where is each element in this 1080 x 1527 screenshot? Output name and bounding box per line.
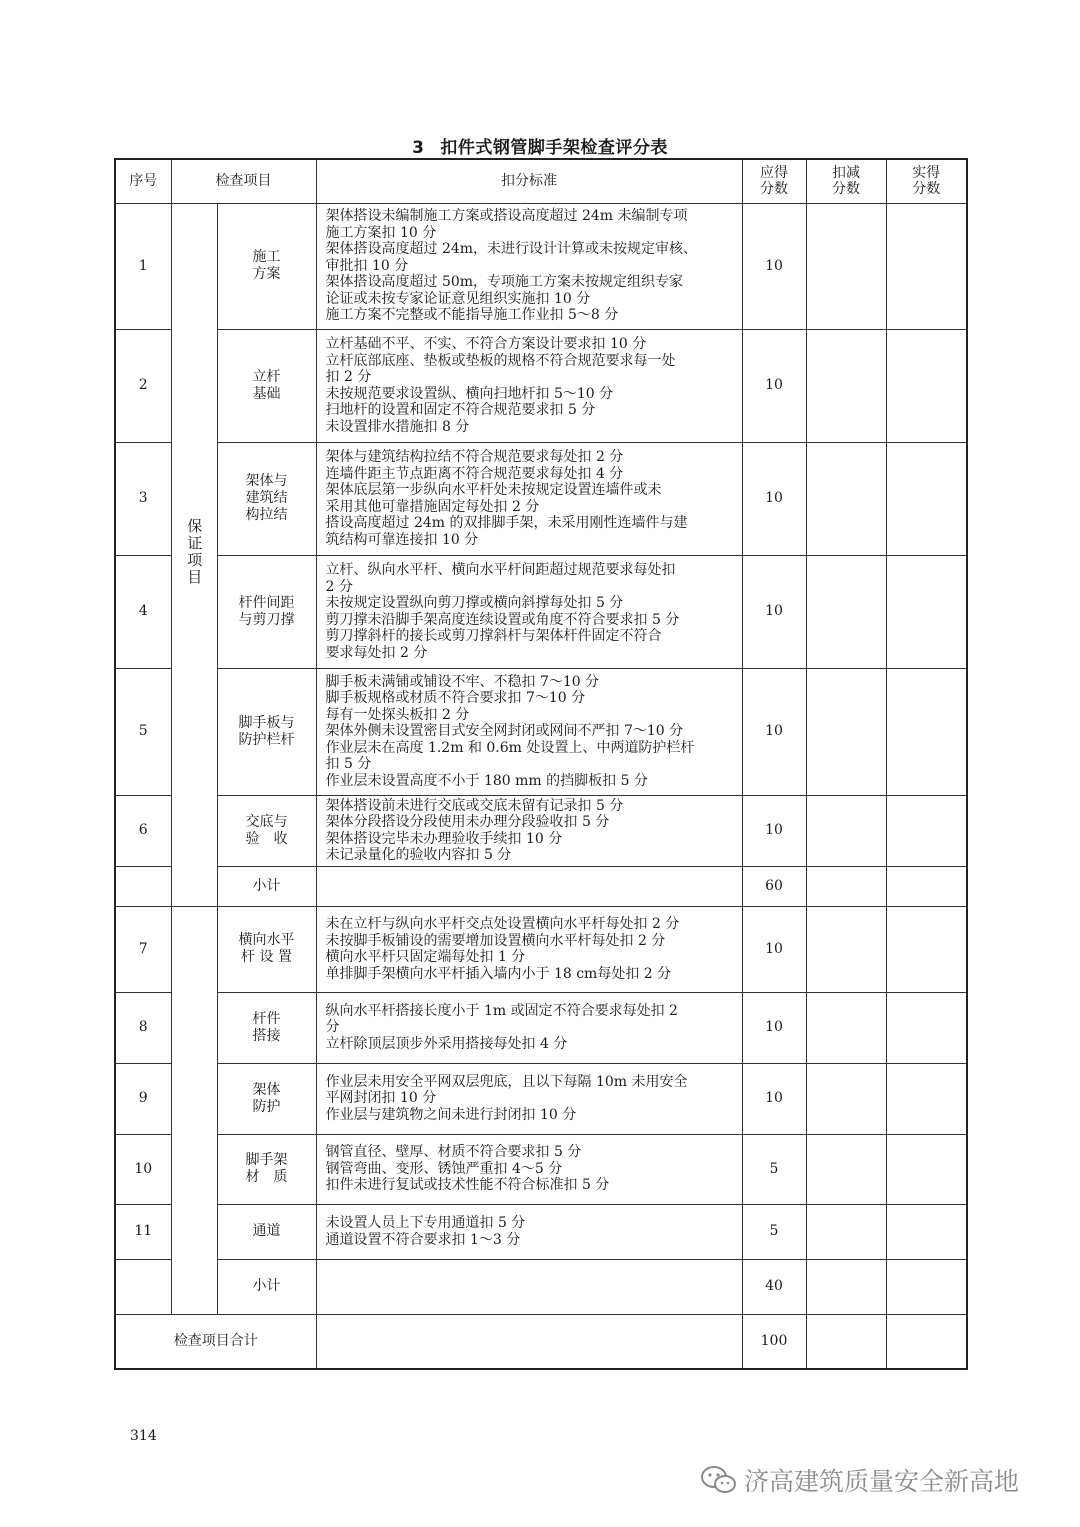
deduction-criteria: 纵向水平杆搭接长度小于 1m 或固定不符合要求每处扣 2 分 立杆除顶层顶步外采用搭接每处扣 4 分 (316, 992, 742, 1063)
check-item: 脚手架 材 质 (217, 1134, 316, 1204)
table-row (115, 668, 967, 795)
table-row (115, 906, 967, 992)
table-row (115, 1134, 967, 1204)
score-deduct-cell[interactable] (806, 795, 886, 866)
check-item: 脚手板与 防护栏杆 (217, 668, 316, 795)
row-number: 10 (115, 1134, 171, 1204)
row-number: 2 (115, 329, 171, 442)
table-row (115, 1063, 967, 1134)
score-actual-cell[interactable] (886, 992, 967, 1063)
score-due: 10 (742, 203, 806, 329)
score-actual-cell[interactable] (886, 1063, 967, 1134)
score-actual-cell[interactable] (886, 1259, 967, 1314)
score-deduct-cell[interactable] (806, 1134, 886, 1204)
score-actual-cell[interactable] (886, 906, 967, 992)
score-deduct-cell[interactable] (806, 906, 886, 992)
check-item: 横向水平 杆 设 置 (217, 906, 316, 992)
empty-criteria-cell (316, 866, 742, 906)
score-actual-cell[interactable] (886, 555, 967, 668)
title-text: 扣件式钢管脚手架检查评分表 (440, 138, 668, 158)
score-deduct-cell[interactable] (806, 866, 886, 906)
score-deduct-cell[interactable] (806, 1063, 886, 1134)
empty-cell (115, 1259, 171, 1314)
score-actual-cell[interactable] (886, 329, 967, 442)
deduction-criteria: 作业层未用安全平网双层兜底，且以下每隔 10m 未用安全 平网封闭扣 10 分 作业层与建筑物之间未进行封闭扣 10 分 (316, 1063, 742, 1134)
subtotal-score: 60 (742, 866, 806, 906)
header-row (115, 159, 967, 203)
table-row (115, 203, 967, 329)
score-deduct-cell[interactable] (806, 1259, 886, 1314)
score-deduct-cell[interactable] (806, 668, 886, 795)
table-row (115, 795, 967, 866)
deduction-criteria: 钢管直径、壁厚、材质不符合要求扣 5 分 钢管弯曲、变形、锈蚀严重扣 4～5 分 扣件未进行复试或技术性能不符合标准扣 5 分 (316, 1134, 742, 1204)
score-deduct-cell[interactable] (806, 203, 886, 329)
document-title (0, 133, 1080, 158)
header-score-deduct: 扣减 分数 (806, 159, 886, 203)
score-actual-cell[interactable] (886, 668, 967, 795)
score-deduct-cell[interactable] (806, 1314, 886, 1369)
watermark-text: 济高建筑质量安全新高地 (744, 1467, 1020, 1496)
table-row (115, 442, 967, 555)
header-seq: 序号 (115, 159, 171, 203)
score-actual-cell[interactable] (886, 1204, 967, 1259)
table-row (115, 555, 967, 668)
deduction-criteria: 架体搭设前未进行交底或交底未留有记录扣 5 分 架体分段搭设分段使用未办理分段验收扣 5 分 架体搭设完毕未办理验收手续扣 10 分 未记录量化的验收内容扣 5 分 (316, 795, 742, 866)
deduction-criteria: 架体搭设未编制施工方案或搭设高度超过 24m 未编制专项 施工方案扣 10 分 架体搭设高度超过 24m，未进行设计计算或未按规定审核、 审批扣 10 分 架体搭设高度超过 50m，专项施工方案未按规定组织专家 论证或未按专家论证意见组织实施扣 10 分 施工方案不完整或不能指导施工作业扣 5～8 分 (316, 203, 742, 329)
row-number: 5 (115, 668, 171, 795)
table-row (115, 329, 967, 442)
score-due: 10 (742, 1063, 806, 1134)
row-number: 8 (115, 992, 171, 1063)
header-score-actual: 实得 分数 (886, 159, 967, 203)
page-number: 314 (130, 1428, 157, 1444)
check-item: 架体与 建筑结 构拉结 (217, 442, 316, 555)
total-row (115, 1314, 967, 1369)
score-due: 5 (742, 1134, 806, 1204)
check-item: 架体 防护 (217, 1063, 316, 1134)
wechat-icon (700, 1465, 738, 1495)
score-actual-cell[interactable] (886, 442, 967, 555)
category-label: 保证项目 (185, 518, 204, 587)
check-item: 施工 方案 (217, 203, 316, 329)
row-number: 1 (115, 203, 171, 329)
score-due: 5 (742, 1204, 806, 1259)
deduction-criteria: 未设置人员上下专用通道扣 5 分 通道设置不符合要求扣 1～3 分 (316, 1204, 742, 1259)
guarantee-category (171, 203, 217, 906)
deduction-criteria: 立杆、纵向水平杆、横向水平杆间距超过规范要求每处扣 2 分 未按规定设置纵向剪刀撑或横向斜撑每处扣 5 分 剪刀撑未沿脚手架高度连续设置或角度不符合要求扣 5 分 剪刀撑斜杆的接长或剪刀撑斜杆与架体杆件固定不符合 要求每处扣 2 分 (316, 555, 742, 668)
deduction-criteria: 架体与建筑结构拉结不符合规范要求每处扣 2 分 连墙件距主节点距离不符合规范要求每处扣 4 分 架体底层第一步纵向水平杆处未按规定设置连墙件或未 采用其他可靠措施固定每处扣 2 分 搭设高度超过 24m 的双排脚手架，未采用刚性连墙件与建 筑结构可靠连接扣 10 分 (316, 442, 742, 555)
row-number: 6 (115, 795, 171, 866)
score-due: 10 (742, 795, 806, 866)
table-row (115, 1204, 967, 1259)
empty-criteria-cell (316, 1314, 742, 1369)
row-number: 3 (115, 442, 171, 555)
score-actual-cell[interactable] (886, 1134, 967, 1204)
deduction-criteria: 立杆基础不平、不实、不符合方案设计要求扣 10 分 立杆底部底座、垫板或垫板的规格不符合规范要求每一处 扣 2 分 未按规范要求设置纵、横向扫地杆扣 5～10 分 扫地杆的设置和固定不符合规范要求扣 5 分 未设置排水措施扣 8 分 (316, 329, 742, 442)
score-deduct-cell[interactable] (806, 1204, 886, 1259)
score-table (114, 158, 968, 1370)
total-score: 100 (742, 1314, 806, 1369)
subtotal-label: 小计 (217, 866, 316, 906)
empty-criteria-cell (316, 1259, 742, 1314)
subtotal-label: 小计 (217, 1259, 316, 1314)
score-actual-cell[interactable] (886, 866, 967, 906)
header-item: 检查项目 (171, 159, 316, 203)
check-item: 杆件间距 与剪刀撑 (217, 555, 316, 668)
check-item: 通道 (217, 1204, 316, 1259)
score-actual-cell[interactable] (886, 203, 967, 329)
table-row (115, 992, 967, 1063)
subtotal-row (115, 866, 967, 906)
header-criteria: 扣分标准 (316, 159, 742, 203)
score-actual-cell[interactable] (886, 795, 967, 866)
check-item: 交底与 验 收 (217, 795, 316, 866)
score-due: 10 (742, 329, 806, 442)
row-number: 9 (115, 1063, 171, 1134)
check-item: 杆件 搭接 (217, 992, 316, 1063)
general-category (171, 906, 217, 1314)
deduction-criteria: 脚手板未满铺或铺设不牢、不稳扣 7～10 分 脚手板规格或材质不符合要求扣 7～10 分 每有一处探头板扣 2 分 架体外侧未设置密目式安全网封闭或网间不严扣 7～10 分 作业层未在高度 1.2m 和 0.6m 处设置上、中两道防护栏杆 扣 5 分 作业层未设置高度不小于 180 mm 的挡脚板扣 5 分 (316, 668, 742, 795)
subtotal-row (115, 1259, 967, 1314)
score-deduct-cell[interactable] (806, 329, 886, 442)
check-item: 立杆 基础 (217, 329, 316, 442)
score-deduct-cell[interactable] (806, 992, 886, 1063)
score-deduct-cell[interactable] (806, 555, 886, 668)
total-label: 检查项目合计 (115, 1314, 316, 1369)
header-score-due: 应得 分数 (742, 159, 806, 203)
row-number: 11 (115, 1204, 171, 1259)
score-due: 10 (742, 442, 806, 555)
score-due: 10 (742, 992, 806, 1063)
empty-cell (115, 866, 171, 906)
score-due: 10 (742, 555, 806, 668)
deduction-criteria: 未在立杆与纵向水平杆交点处设置横向水平杆每处扣 2 分 未按脚手板铺设的需要增加设置横向水平杆每处扣 2 分 横向水平杆只固定端每处扣 1 分 单排脚手架横向水平杆插入墙内小于 18 cm每处扣 2 分 (316, 906, 742, 992)
row-number: 4 (115, 555, 171, 668)
score-actual-cell[interactable] (886, 1314, 967, 1369)
watermark (700, 1462, 1019, 1498)
subtotal-score: 40 (742, 1259, 806, 1314)
title-number: 3 (412, 138, 425, 158)
row-number: 7 (115, 906, 171, 992)
score-due: 10 (742, 906, 806, 992)
score-due: 10 (742, 668, 806, 795)
score-deduct-cell[interactable] (806, 442, 886, 555)
